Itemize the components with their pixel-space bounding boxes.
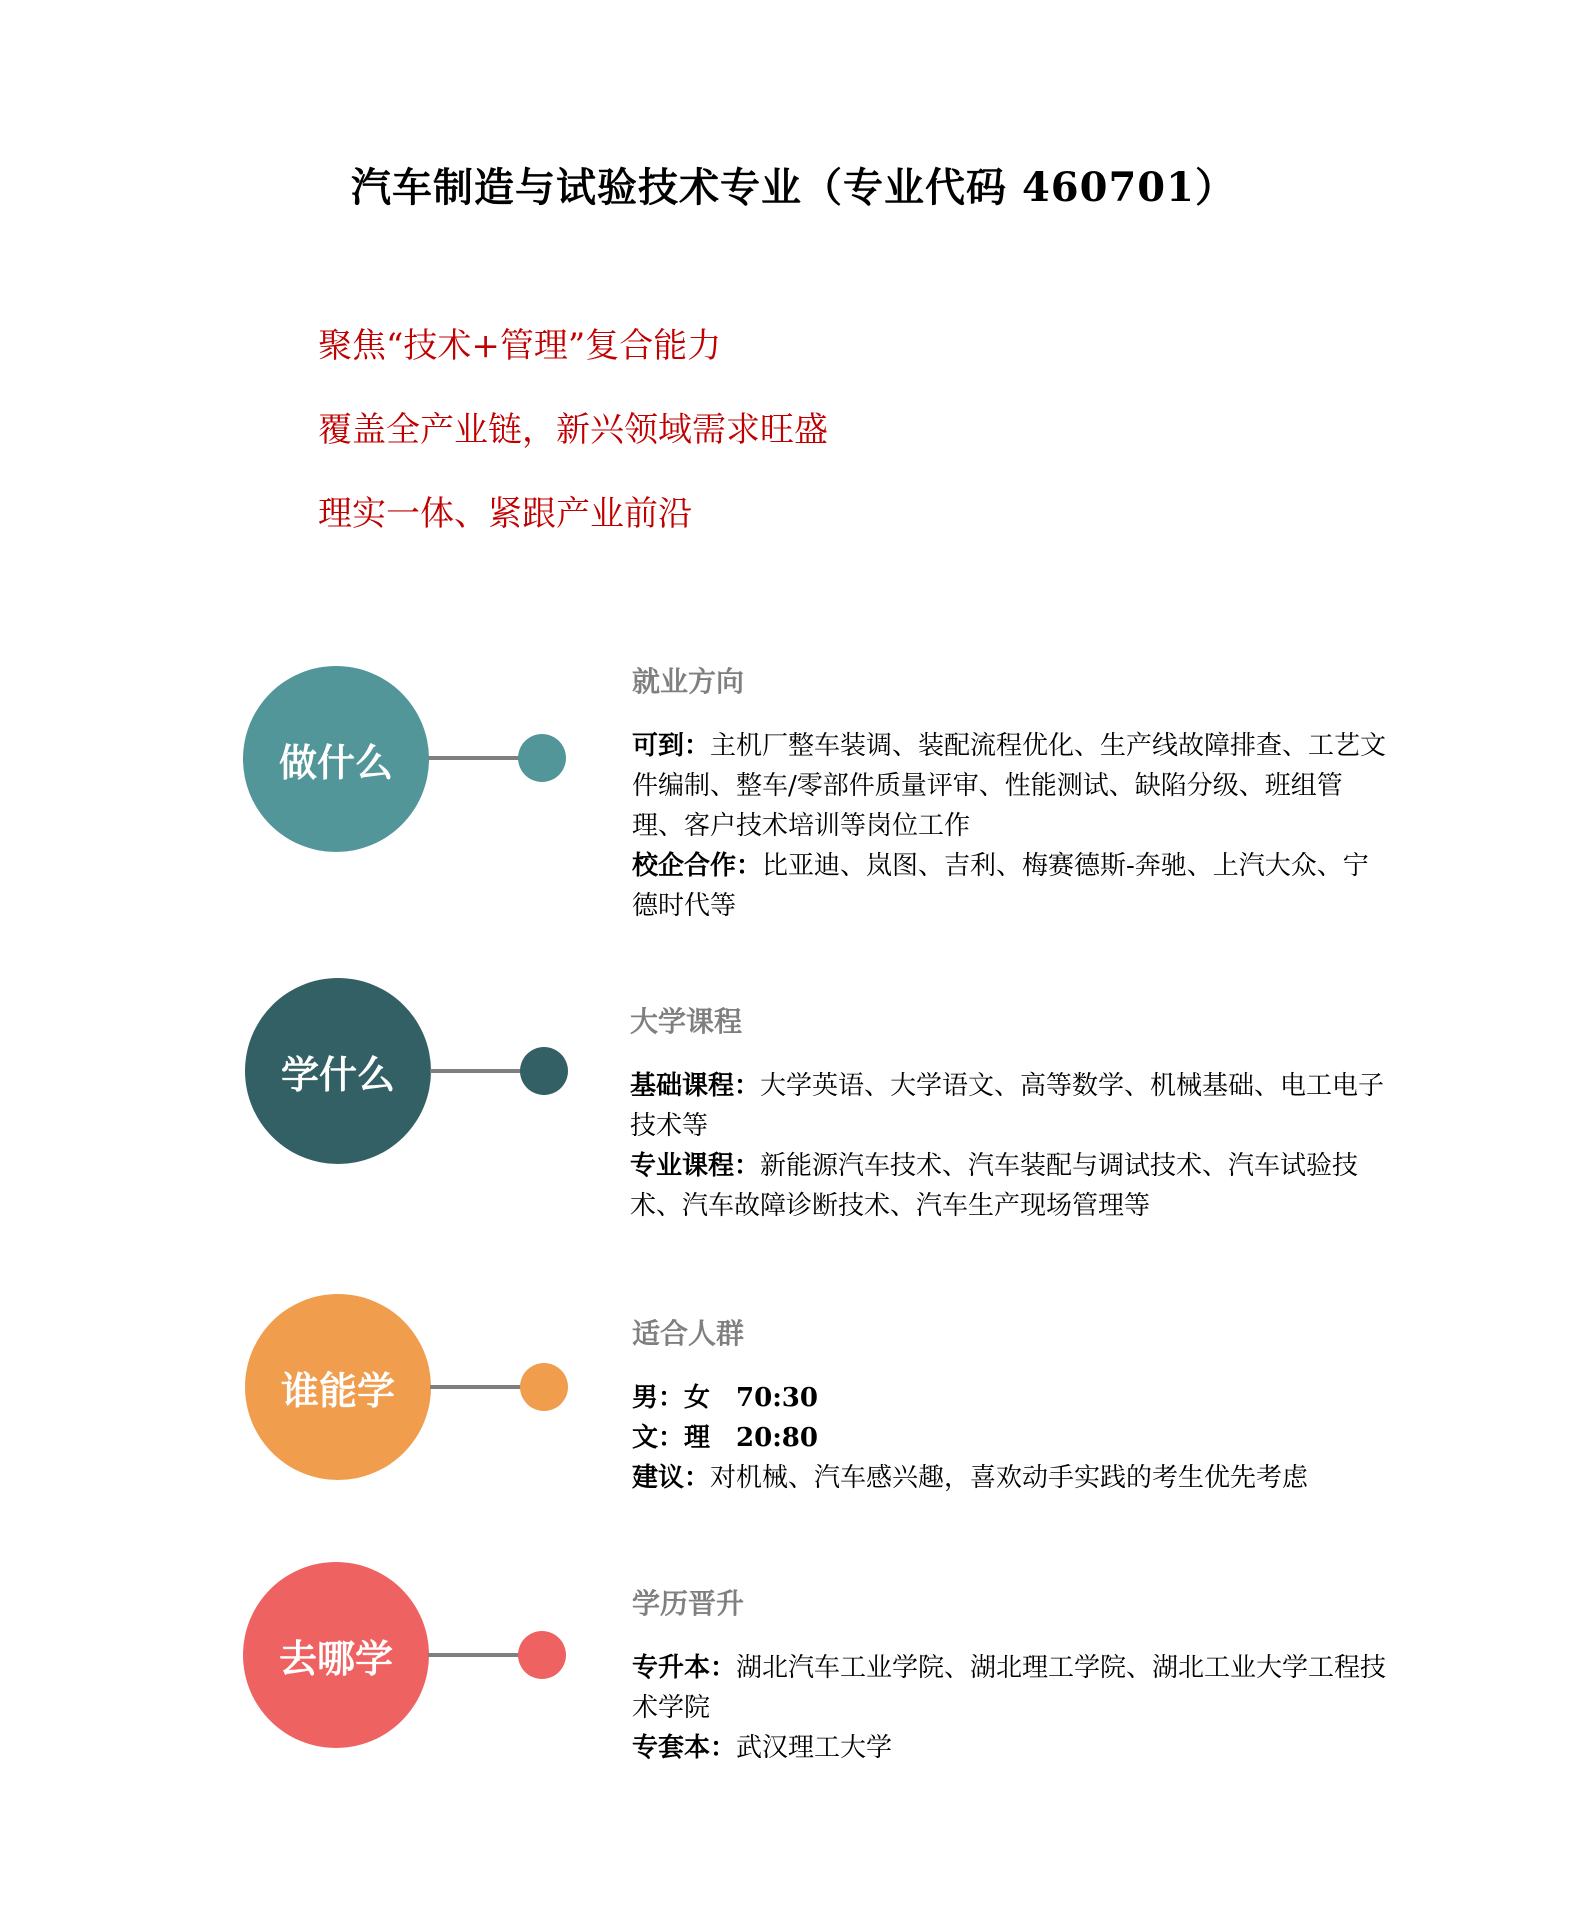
highlight-2: 覆盖全产业链，新兴领域需求旺盛 [318,410,828,450]
section-do-what [0,660,1587,920]
info-line [632,1418,1392,1458]
line-label: 男：女 [632,1383,711,1413]
where-go-content [632,1582,1392,1768]
section-where-go [0,1582,1587,1842]
who-can-content [632,1312,1392,1498]
line-text: 对机械、汽车感兴趣，喜欢动手实践的考生优先考虑 [710,1463,1309,1493]
line-text: 比亚迪、岚图、吉利、梅赛德斯-奔驰、上汽大众、宁德时代等 [632,851,1369,921]
line-label: 校企合作： [632,851,763,881]
connector-dot [518,734,566,782]
line-label: 专业课程： [630,1151,761,1181]
section-heading: 适合人群 [632,1317,745,1350]
section-heading: 就业方向 [632,665,745,698]
info-line [632,1648,1392,1728]
line-text: 大学英语、大学语文、高等数学、机械基础、电工电子技术等 [630,1071,1385,1141]
section-heading: 学历晋升 [632,1587,745,1620]
line-label: 基础课程： [630,1071,761,1101]
line-label: 文：理 [632,1423,711,1453]
page-title: 汽车制造与试验技术专业（专业代码 460701） [351,164,1236,211]
info-line [632,1378,1392,1418]
info-line [632,846,1392,926]
section-learn-what [0,1000,1587,1260]
info-line [630,1066,1390,1146]
connector-line [430,1069,526,1073]
connector-dot [518,1631,566,1679]
info-line [632,726,1392,846]
line-text: 新能源汽车技术、汽车装配与调试技术、汽车试验技术、汽车故障诊断技术、汽车生产现场管理等 [630,1151,1359,1221]
connector-dot [520,1363,568,1411]
line-text: 70:30 [710,1383,818,1413]
highlight-3: 理实一体、紧跟产业前沿 [318,494,692,534]
connector-line [430,1385,526,1389]
learn-what-circle: 学什么 [245,978,431,1164]
highlights [318,325,828,577]
section-who-can [0,1312,1587,1572]
info-line [632,1458,1392,1498]
learn-what-content [630,1000,1390,1226]
who-can-circle: 谁能学 [245,1294,431,1480]
do-what-circle: 做什么 [243,666,429,852]
connector-dot [520,1047,568,1095]
line-text: 武汉理工大学 [736,1733,893,1763]
line-label: 专套本： [632,1733,737,1763]
info-line [630,1146,1390,1226]
line-text: 20:80 [710,1423,818,1453]
do-what-content [632,660,1392,926]
line-text: 主机厂整车装调、装配流程优化、生产线故障排查、工艺文件编制、整车/零部件质量评审、性能测试、缺陷分级、班组管理、客户技术培训等岗位工作 [632,731,1387,841]
info-line [632,1728,1392,1768]
line-text: 湖北汽车工业学院、湖北理工学院、湖北工业大学工程技术学院 [632,1653,1387,1723]
highlight-1: 聚焦“技术+管理”复合能力 [318,326,722,366]
where-go-circle: 去哪学 [243,1562,429,1748]
line-label: 建议： [632,1463,711,1493]
connector-line [428,756,524,760]
line-label: 可到： [632,731,711,761]
line-label: 专升本： [632,1653,737,1683]
section-heading: 大学课程 [630,1005,743,1038]
connector-line [428,1653,524,1657]
